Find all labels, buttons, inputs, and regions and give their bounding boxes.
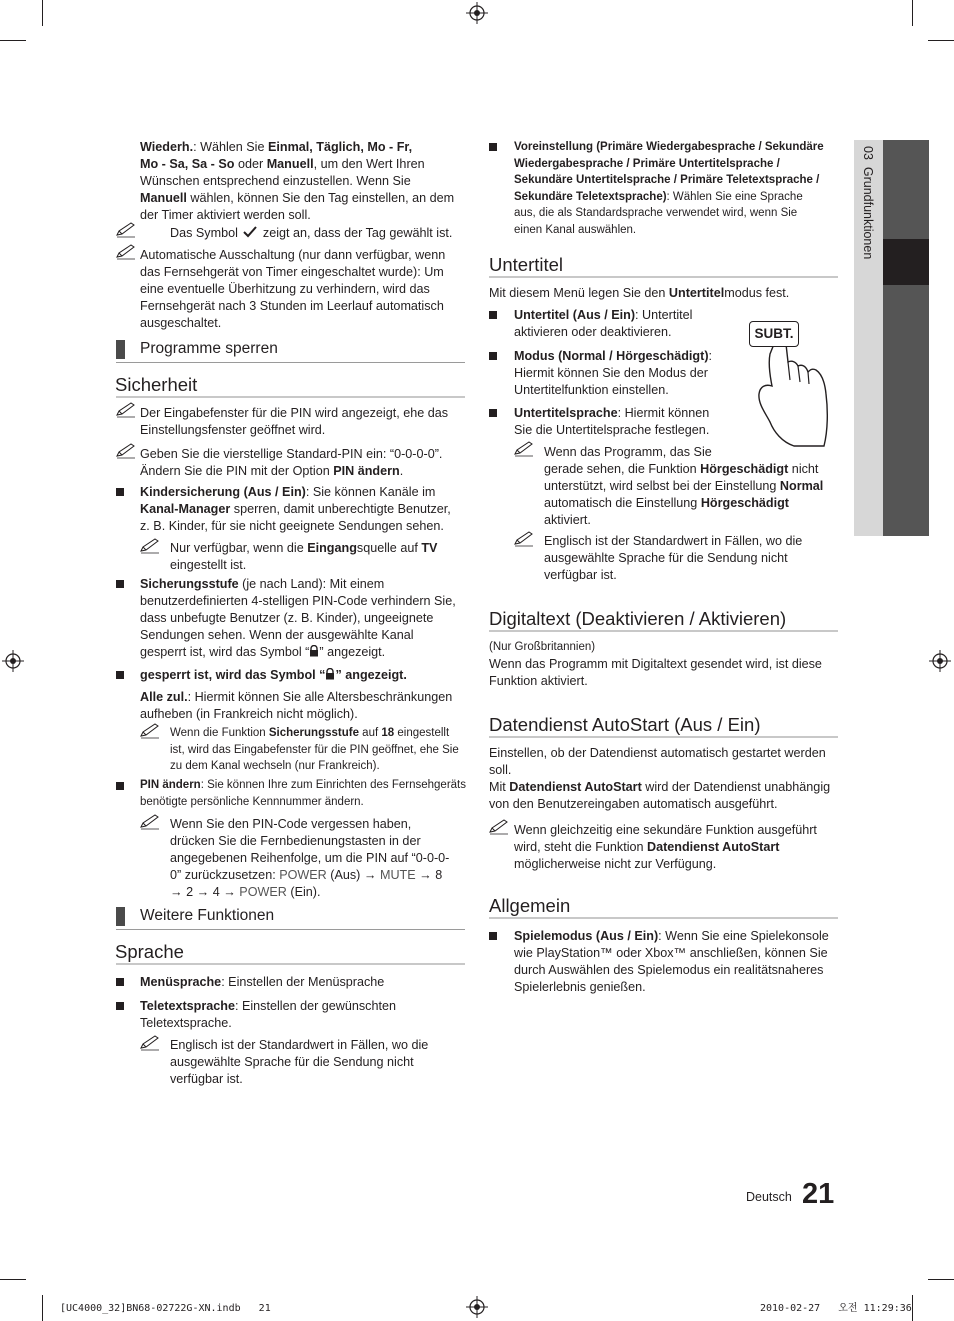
bullet [116,580,124,588]
note-pencil-icon [140,538,160,554]
kinder-note: Nur verfügbar, wenn die Eingangsquelle auf TV eingestellt ist. [170,541,438,572]
note-pencil-icon [116,222,136,238]
bullet [489,143,497,151]
heading-weitere-funktionen: Weitere Funktionen [140,907,275,924]
crop-mark [912,0,913,26]
section-bar [116,340,125,359]
menusprache-item: Menüsprache: Einstellen der Menüsprache [140,975,385,989]
datendienst-note: Wenn gleichzeitig eine sekundäre Funktion ausgeführt wird, steht die Funktion Datendienst AutoStart möglicherweise nicht zur Verfügung. [514,823,817,871]
crop-mark [928,1279,954,1280]
hoergeschaedigt-note: Wenn das Programm, das Sie gerade sehen, die Funktion Hörgeschädigt nicht unterstützt, wird selbst bei der Einstellung Normal automatisch die Einstellung Hörgeschädigt aktiviert. [544,445,824,527]
chapter-tab-band [883,140,929,536]
spielemodus-item: Spielemodus (Aus / Ein): Wenn Sie eine Spielekonsole wie PlayStation™ oder Xbox™ anschließen, können Sie durch Auswählen des Spielemodus ein realitätsnaheres Spielerlebnis genießen. [514,929,829,994]
bullet [489,311,497,319]
bullet [116,671,124,679]
untertitelsprache-item: Untertitelsprache: Hiermit können Sie die Untertitelsprache festlegen. [514,406,710,437]
modus-item: Modus (Normal / Hörgeschädigt): Hiermit können Sie den Modus der Untertitelfunktion einstellen. [514,349,713,397]
bullet [116,1002,124,1010]
note-symbol: Das Symbol zeigt an, dass der Tag gewählt ist. [170,226,453,240]
divider [489,276,838,278]
note-pencil-icon [514,531,534,547]
note-pencil-icon [116,402,136,418]
page-number: 21 [802,1178,835,1210]
divider [489,630,838,632]
bullet [116,782,124,790]
pin-window-note: Der Eingabefenster für die PIN wird angezeigt, ehe das Einstellungsfenster geöffnet wird. [140,406,449,437]
divider [116,362,465,363]
auto-off-note: Automatische Ausschaltung (nur dann verfügbar, wenn das Fernsehgerät von Timer eingeschaltet wurde): Um eine eventuelle Überhitzung zu verhindern, wird das Fernsehgerät nach 3 Stunden im Leerlauf automatisch ausgeschaltet. [140,248,446,330]
datendienst-paragraph: Einstellen, ob der Datendienst automatisch gestartet werden soll. Mit Datendienst AutoStart wird der Datendienst unabhängig von den Benutzereingaben automatisch ausgeführt. [489,746,831,811]
wiederh-paragraph: Wiederh.: Wählen Sie Einmal, Täglich, Mo - Fr, Mo - Sa, Sa - So oder Manuell, um den Wert Ihren Wünschen entsprechend einzustellen. Wenn Sie Manuell wählen, können Sie den Tag einstellen, an dem der Timer aktiviert werden soll. [140,140,455,222]
heading-allgemein: Allgemein [489,895,571,916]
footer-date: 2010-02-27 오전 11:29:36 [760,1303,912,1314]
bullet [489,932,497,940]
note-pencil-icon [514,441,534,457]
section-bar [116,907,125,926]
gesperrt-item: gesperrt ist, wird das Symbol “ ” angezeigt. [140,668,407,682]
checkmark-icon [243,226,257,238]
note-pencil-icon [116,443,136,459]
lock-icon [309,645,319,657]
untertitel-english-note: Englisch ist der Standardwert in Fällen, wo die ausgewählte Sprache für die Sendung nicht verfügbar ist. [544,534,803,582]
alle-zul-paragraph: Alle zul.: Hiermit können Sie alle Altersbeschränkungen aufheben (in Frankreich nicht möglich). [140,690,453,721]
divider [116,396,465,398]
bullet [116,978,124,986]
note-pencil-icon [140,814,160,830]
heading-digitaltext: Digitaltext (Deaktivieren / Aktivieren) [489,608,787,629]
crop-mark [0,1279,26,1280]
digitaltext-paragraph: (Nur Großbritannien) Wenn das Programm mit Digitaltext gesendet wird, ist diese Funktion aktiviert. [489,641,822,688]
teletext-note: Englisch ist der Standardwert in Fällen, wo die ausgewählte Sprache für die Sendung nicht verfügbar ist. [170,1038,429,1086]
crop-mark [928,40,954,41]
crop-mark [912,1295,913,1321]
divider [116,963,465,965]
sicherungsstufe-note: Wenn die Funktion Sicherungsstufe auf 18 eingestellt ist, wird das Eingabefenster für die PIN geöffnet, ehe Sie zu dem Kanal wechseln (nur Frankreich). [170,727,459,772]
chapter-number: 03 [861,146,875,160]
crop-mark [42,0,43,26]
registration-mark-icon [466,2,488,24]
crop-mark [0,40,26,41]
chapter-tab-label [861,146,875,259]
registration-mark-icon [466,1296,488,1318]
heading-programme-sperren: Programme sperren [140,340,278,357]
subt-button: SUBT. [749,321,799,347]
forgot-pin-note: Wenn Sie den PIN-Code vergessen haben, drücken Sie die Fernbedienungstasten in der angegebenen Reihenfolge, um die PIN auf “0-0-0- 0” zurückzusetzen: POWER (Aus) → MUTE → 8 → 2 → 4 → POWER (Ein). [170,817,450,899]
heading-datendienst: Datendienst AutoStart (Aus / Ein) [489,714,761,735]
chapter-tab-marker [883,239,929,285]
bullet [489,409,497,417]
bullet [489,352,497,360]
note-pencil-icon [140,1035,160,1051]
untertitel-item: Untertitel (Aus / Ein): Untertitel aktivieren oder deaktivieren. [514,308,693,339]
divider [489,736,838,738]
voreinstellung-item: Voreinstellung (Primäre Wiedergabesprache / Sekundäre Wiedergabesprache / Primäre Untertitelsprache / Sekundäre Untertitelsprache / Primäre Teletextsprache / Sekundäre Teletextsprache): Wählen Sie eine Sprache aus, die als Standardsprache verwendet wird, wenn Sie einen Kanal auswählen. [514,141,824,236]
untertitel-intro: Mit diesem Menü legen Sie den Untertitelmodus fest. [489,286,790,300]
footer-file: [UC4000_32]BN68-02722G-XN.indb 21 [60,1303,271,1314]
lock-icon [325,668,335,680]
divider [116,929,465,930]
crop-mark [42,1295,43,1321]
heading-untertitel: Untertitel [489,254,564,275]
teletextsprache-item: Teletextsprache: Einstellen der gewünschten Teletextsprache. [140,999,396,1030]
chapter-title: Grundfunktionen [861,166,875,260]
kindersicherung-item: Kindersicherung (Aus / Ein): Sie können Kanäle im Kanal-Manager sperren, damit unberechtigte Benutzer, z. B. Kinder, für sie nicht geeignete Sendungen sehen. [140,485,451,533]
divider [489,917,838,919]
page-language: Deutsch [746,1190,792,1204]
sicherungsstufe-item: Sicherungsstufe (je nach Land): Mit einem benutzerdefinierten 4-stelligen PIN-Code verhindern Sie, dass unbefugte Benutzer (z. B. Kinder), ungeeignete Sendungen sehen. Wenn der ausgewählte Kanal gesperrt ist, wird das Symbol “ ” angezeigt. [140,577,456,659]
pin-aendern-item: PIN ändern: Sie können Ihre zum Einrichten des Fernsehgeräts benötigte persönliche Kennnummer ändern. [140,779,466,808]
heading-sicherheit: Sicherheit [115,374,198,395]
registration-mark-icon [929,650,951,672]
registration-mark-icon [2,650,24,672]
note-pencil-icon [116,244,136,260]
note-pencil-icon [489,819,509,835]
heading-sprache: Sprache [115,941,184,962]
pin-enter-note: Geben Sie die vierstellige Standard-PIN ein: “0-0-0-0”. Ändern Sie die PIN mit der Option PIN ändern. [140,447,443,478]
bullet [116,488,124,496]
note-pencil-icon [140,723,160,739]
